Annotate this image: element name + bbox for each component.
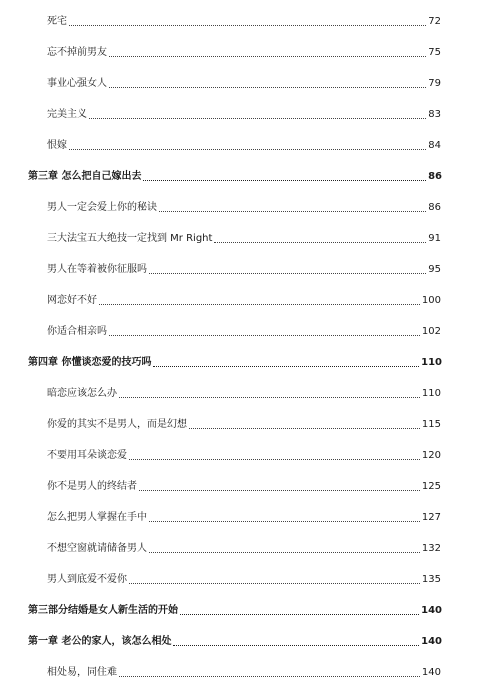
toc-entry-page: 125 <box>421 481 441 492</box>
toc-part-title: 第三部分结婚是女人新生活的开始 <box>28 605 178 616</box>
dot-leader <box>180 613 419 615</box>
toc-entry[interactable] <box>47 138 441 154</box>
toc-chapter-entry[interactable] <box>28 355 442 371</box>
toc-entry[interactable] <box>47 45 441 61</box>
toc-entry[interactable] <box>47 262 441 278</box>
toc-chapter-entry[interactable] <box>28 634 442 650</box>
toc-entry-title: 怎么把男人掌握在手中 <box>47 512 147 523</box>
dot-leader <box>69 24 426 26</box>
toc-entry-title: 完美主义 <box>47 109 87 120</box>
toc-entry-page: 140 <box>421 605 442 616</box>
toc-entry-page: 91 <box>428 233 441 244</box>
toc-entry-title: 男人在等着被你征服吗 <box>47 264 147 275</box>
dot-leader <box>119 675 420 677</box>
toc-entry-title: 恨嫁 <box>47 140 67 151</box>
toc-entry-title: 相处易，同住难 <box>47 667 117 678</box>
toc-entry[interactable] <box>47 510 441 526</box>
toc-entry-page: 140 <box>421 636 442 647</box>
toc-entry[interactable] <box>47 665 441 681</box>
toc-entry-page: 115 <box>421 419 441 430</box>
dot-leader <box>119 396 420 398</box>
toc-entry-page: 84 <box>428 140 441 151</box>
dot-leader <box>189 427 420 429</box>
toc-entry-page: 132 <box>421 543 441 554</box>
toc-entry-page: 100 <box>421 295 441 306</box>
toc-entry[interactable] <box>47 479 441 495</box>
toc-entry-page: 102 <box>421 326 441 337</box>
toc-entry-page: 135 <box>421 574 441 585</box>
dot-leader <box>159 210 426 212</box>
toc-entry-page: 86 <box>428 171 442 182</box>
toc-entry-title: 男人一定会爱上你的秘诀 <box>47 202 157 213</box>
toc-entry[interactable] <box>47 324 441 340</box>
toc-entry-page: 110 <box>421 357 442 368</box>
toc-entry-page: 110 <box>421 388 441 399</box>
toc-entry-page: 72 <box>428 16 441 27</box>
toc-entry[interactable] <box>47 417 441 433</box>
toc-entry[interactable] <box>47 572 441 588</box>
dot-leader <box>149 272 426 274</box>
dot-leader <box>153 365 419 367</box>
toc-entry-title: 你不是男人的终结者 <box>47 481 137 492</box>
dot-leader <box>109 334 420 336</box>
toc-entry[interactable] <box>47 448 441 464</box>
toc-entry-title: 你爱的其实不是男人，而是幻想 <box>47 419 187 430</box>
toc-entry-page: 120 <box>421 450 441 461</box>
dot-leader <box>139 489 420 491</box>
toc-chapter-title: 第三章 怎么把自己嫁出去 <box>28 171 142 182</box>
toc-entry-page: 86 <box>428 202 441 213</box>
toc-entry[interactable] <box>47 293 441 309</box>
toc-entry[interactable] <box>47 386 441 402</box>
toc-entry[interactable] <box>47 76 441 92</box>
toc-entry-page: 127 <box>421 512 441 523</box>
toc-chapter-title: 第一章 老公的家人，该怎么相处 <box>28 636 172 647</box>
toc-entry[interactable] <box>47 200 441 216</box>
toc-entry-page: 83 <box>428 109 441 120</box>
dot-leader <box>214 241 426 243</box>
toc-entry-title: 死宅 <box>47 16 67 27</box>
dot-leader <box>89 117 426 119</box>
toc-entry-page: 95 <box>428 264 441 275</box>
dot-leader <box>173 644 419 646</box>
toc-entry-title: 网恋好不好 <box>47 295 97 306</box>
dot-leader <box>109 86 426 88</box>
toc-entry-title: 不想空窗就请储备男人 <box>47 543 147 554</box>
toc-chapter-title: 第四章 你懂谈恋爱的技巧吗 <box>28 357 152 368</box>
toc-entry-title: 你适合相亲吗 <box>47 326 107 337</box>
toc-entry-page: 79 <box>428 78 441 89</box>
toc-entry-page: 140 <box>421 667 441 678</box>
dot-leader <box>129 582 420 584</box>
toc-chapter-entry[interactable] <box>28 169 442 185</box>
toc-entry-title: 事业心强女人 <box>47 78 107 89</box>
toc-entry-title: 三大法宝五大绝技一定找到 Mr Right <box>47 233 213 244</box>
toc-entry[interactable] <box>47 541 441 557</box>
toc-entry-page: 75 <box>428 47 441 58</box>
dot-leader <box>149 551 420 553</box>
dot-leader <box>149 520 420 522</box>
toc-part-entry[interactable] <box>28 603 442 619</box>
toc-entry[interactable] <box>47 14 441 30</box>
dot-leader <box>99 303 420 305</box>
dot-leader <box>109 55 426 57</box>
toc-entry-title: 忘不掉前男友 <box>47 47 107 58</box>
toc-entry-title: 不要用耳朵谈恋爱 <box>47 450 127 461</box>
toc-entry-title: 暗恋应该怎么办 <box>47 388 117 399</box>
toc-entry[interactable] <box>47 107 441 123</box>
toc-entry-title: 男人到底爱不爱你 <box>47 574 127 585</box>
dot-leader <box>143 179 426 181</box>
dot-leader <box>69 148 426 150</box>
toc-entry[interactable] <box>47 231 441 247</box>
dot-leader <box>129 458 420 460</box>
